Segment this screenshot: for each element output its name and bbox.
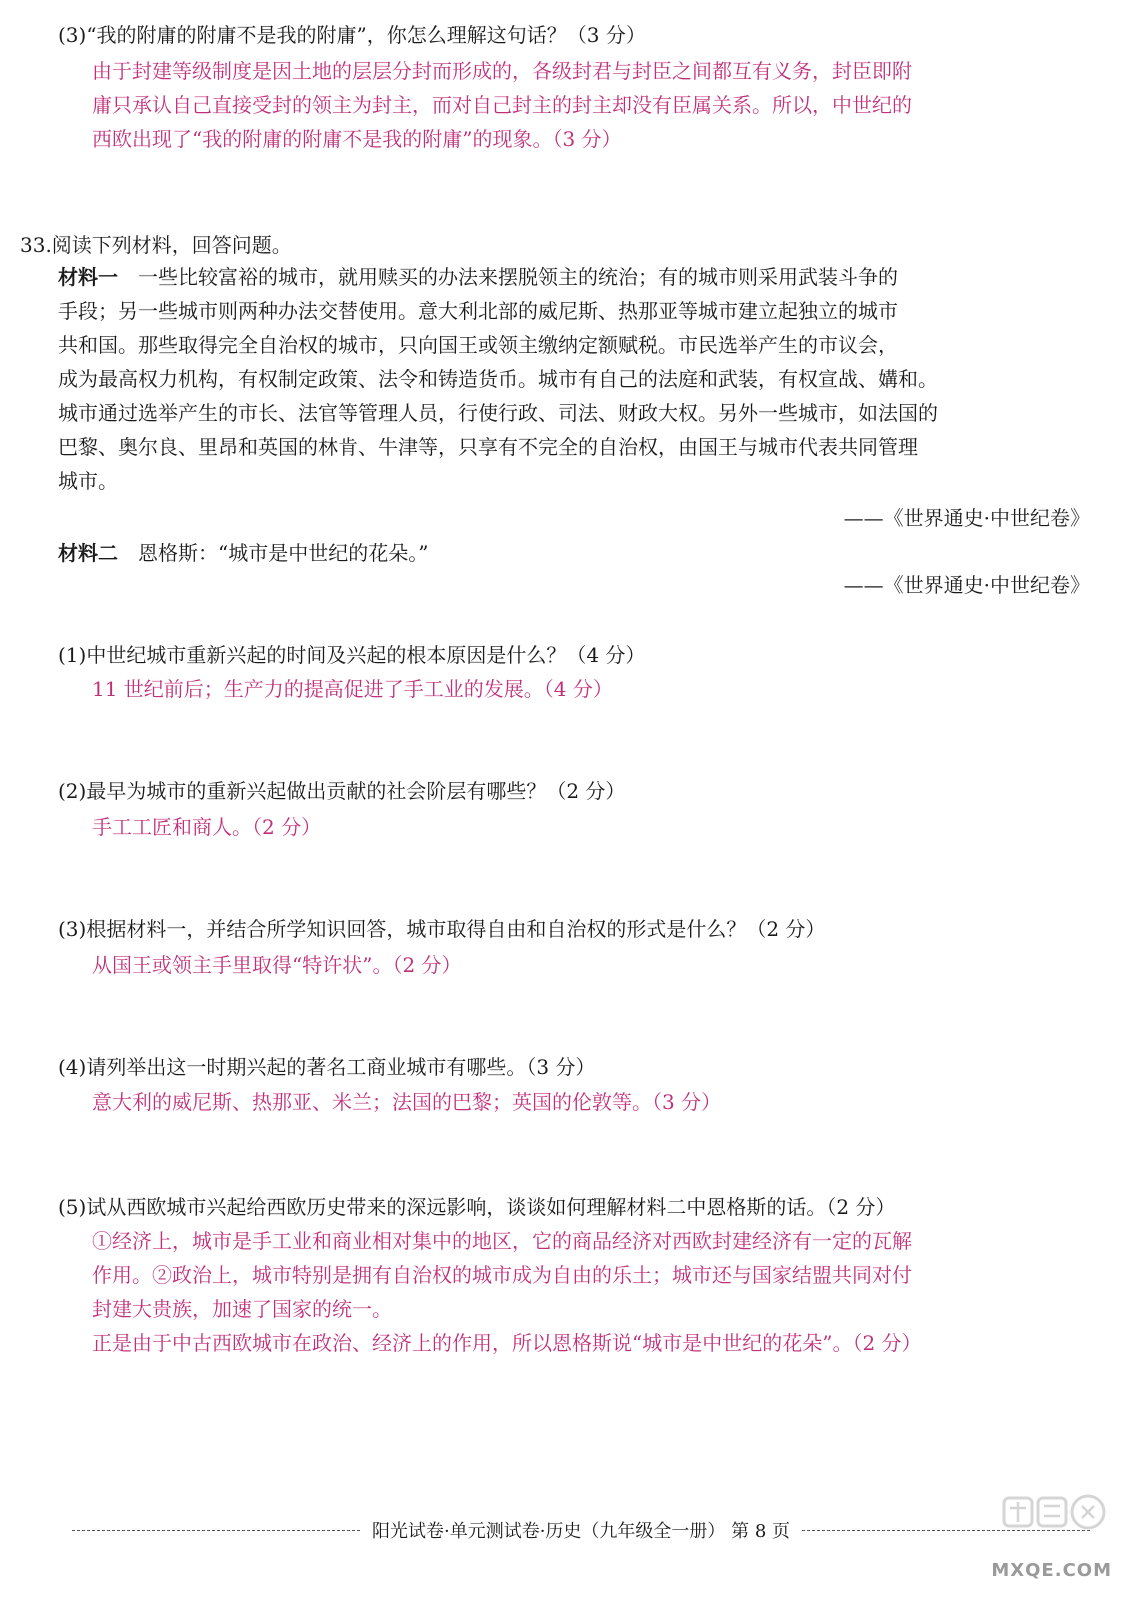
material-1 bbox=[58, 260, 1088, 498]
material-1-line: 城市。 bbox=[58, 469, 118, 493]
q33-4-question: (4)请列举出这一时期兴起的著名工商业城市有哪些。（3 分） bbox=[58, 1055, 596, 1079]
material-1-line: 共和国。那些取得完全自治权的城市，只向国王或领主缴纳定额赋税。市民选举产生的市议会， bbox=[58, 333, 898, 357]
page-footer bbox=[60, 1515, 1102, 1545]
footer-rule-left bbox=[72, 1530, 360, 1531]
q33-5-answer-line: 正是由于中古西欧城市在政治、经济上的作用，所以恩格斯说“城市是中世纪的花朵”。（2 分） bbox=[92, 1331, 922, 1355]
q33-3-answer: 从国王或领主手里取得“特许状”。（2 分） bbox=[92, 953, 462, 977]
q33-5-answer-line: 封建大贵族，加速了国家的统一。 bbox=[92, 1297, 392, 1321]
material-1-line: 城市通过选举产生的市长、法官等管理人员，行使行政、司法、财政大权。另外一些城市，如法国的 bbox=[58, 401, 938, 425]
q33-1-question: (1)中世纪城市重新兴起的时间及兴起的根本原因是什么？（4 分） bbox=[58, 643, 646, 667]
material-2-text: 恩格斯：“城市是中世纪的花朵。” bbox=[138, 541, 429, 565]
q33-1-answer: 11 世纪前后；生产力的提高促进了手工业的发展。（4 分） bbox=[92, 677, 613, 701]
material-2-label: 材料二 bbox=[58, 541, 118, 565]
material-2-source: ——《世界通史·中世纪卷》 bbox=[843, 573, 1090, 597]
material-1-line: 手段；另一些城市则两种办法交替使用。意大利北部的威尼斯、热那亚等城市建立起独立的城市 bbox=[58, 299, 898, 323]
q33-4-answer: 意大利的威尼斯、热那亚、米兰；法国的巴黎；英国的伦敦等。（3 分） bbox=[92, 1090, 722, 1114]
q32-3-answer-line: 由于封建等级制度是因土地的层层分封而形成的，各级封君与封臣之间都互有义务，封臣即附 bbox=[92, 59, 912, 83]
material-1-label: 材料一 bbox=[58, 265, 118, 289]
watermark-logo-icon bbox=[1000, 1490, 1110, 1570]
material-2 bbox=[58, 538, 428, 568]
q32-3-answer-line: 庸只承认自己直接受封的领主为封主，而对自己封主的封主却没有臣属关系。所以，中世纪的 bbox=[92, 93, 912, 117]
q33-3-question: (3)根据材料一，并结合所学知识回答，城市取得自由和自治权的形式是什么？（2 分） bbox=[58, 917, 826, 941]
material-1-source: ——《世界通史·中世纪卷》 bbox=[843, 506, 1090, 530]
q33-5-answer bbox=[92, 1224, 1088, 1360]
q32-3-question: (3)“我的附庸的附庸不是我的附庸”，你怎么理解这句话？（3 分） bbox=[58, 23, 646, 47]
q33-5-answer-line: 作用。②政治上，城市特别是拥有自治权的城市成为自由的乐土；城市还与国家结盟共同对付 bbox=[92, 1263, 912, 1287]
q33-2-question: (2)最早为城市的重新兴起做出贡献的社会阶层有哪些？（2 分） bbox=[58, 779, 626, 803]
q33-heading: 33.阅读下列材料，回答问题。 bbox=[20, 233, 292, 257]
footer-text: 阳光试卷·单元测试卷·历史（九年级全一册） 第 8 页 bbox=[371, 1521, 791, 1542]
q32-3-answer-line: 西欧出现了“我的附庸的附庸不是我的附庸”的现象。（3 分） bbox=[92, 127, 622, 151]
q33-5-question: (5)试从西欧城市兴起给西欧历史带来的深远影响，谈谈如何理解材料二中恩格斯的话。（2 分） bbox=[58, 1195, 896, 1219]
watermark-domain: MXQE.COM bbox=[991, 1560, 1112, 1581]
material-1-line: 成为最高权力机构，有权制定政策、法令和铸造货币。城市有自己的法庭和武装，有权宣战、媾和。 bbox=[58, 367, 938, 391]
q33-5-answer-line: ①经济上，城市是手工业和商业相对集中的地区，它的商品经济对西欧封建经济有一定的瓦解 bbox=[92, 1229, 912, 1253]
material-1-line: 材料一 一些比较富裕的城市，就用赎买的办法来摆脱领主的统治；有的城市则采用武装斗争的 bbox=[58, 265, 898, 289]
material-1-line: 巴黎、奥尔良、里昂和英国的林肯、牛津等，只享有不完全的自治权，由国王与城市代表共同管理 bbox=[58, 435, 918, 459]
q33-2-answer: 手工工匠和商人。（2 分） bbox=[92, 815, 322, 839]
